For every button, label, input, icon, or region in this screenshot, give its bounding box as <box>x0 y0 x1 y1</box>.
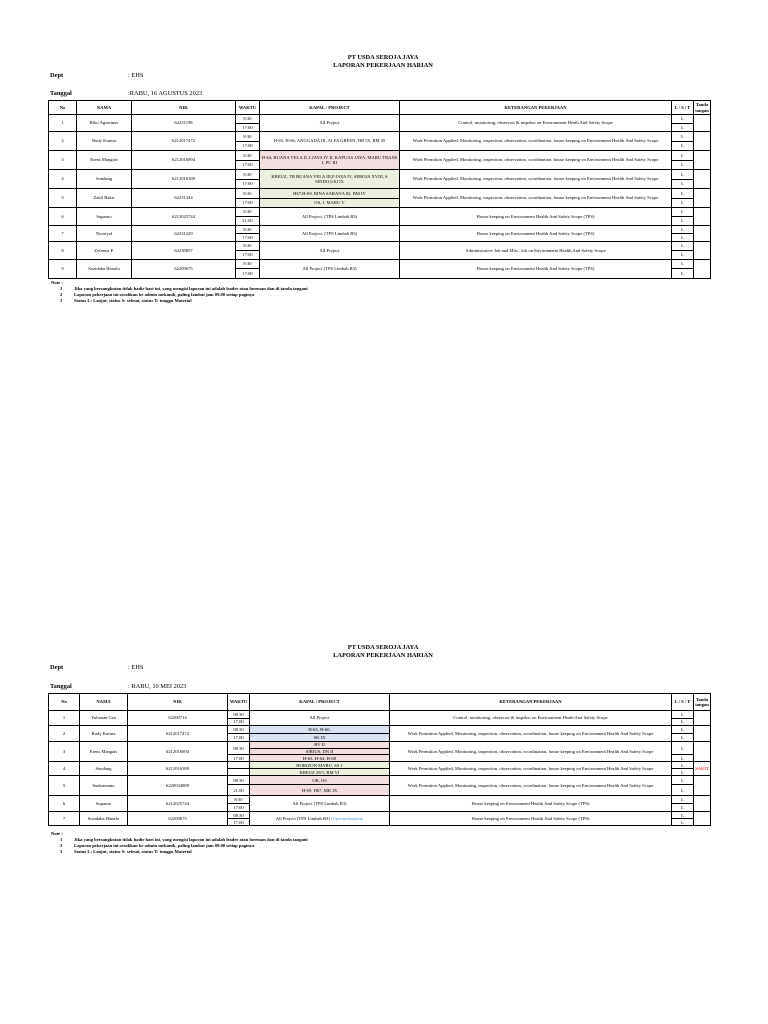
dept-line <box>48 664 718 674</box>
col-ttd: Tanda tangan <box>694 694 711 711</box>
note-item: 2 Laporan pekerjaan ini serahkan ke admin mekanik, paling lambat jam 09.00 setiap paginya <box>60 843 255 849</box>
notes <box>48 280 718 304</box>
table-row: 2 Rudy Kurnia 6212017472 8:30 H-65, H-66, ANGGADA III, ALFA GREEN, HB IX, BM 35 Work Permition Applied, Monitoring, inspection, observation, coordination, house keeping on Environment Health And Safety Scope L <box>49 132 711 142</box>
table-row: 5 Sudarmanto 6220034889 08.30 OB, OS Work Permition Applied, Monitoring, inspection, observation, coordination, house keeping on Environment Health And Safety Scope L <box>49 776 711 785</box>
table-header <box>49 101 711 115</box>
report-2 <box>48 644 718 855</box>
status-badge: SAKIT <box>694 762 711 776</box>
table-row: 6 Suparno 6212025744 8:30 All Project, (TPS Limbah B3) House keeping on Environment Health And Safety Scope (TPS) L <box>49 208 711 217</box>
note-label: Note : <box>51 280 63 285</box>
table-row: 1 Yulaman Gea 62200714 08.30 All Project Control, monitoring, observasi & inspeksi on Environment Heath And Safety Scope L <box>49 711 711 719</box>
report-title: LAPORAN PEKERJAAN HARIAN <box>333 652 433 659</box>
company-name: PT USDA SEROJA JAYA <box>347 644 419 651</box>
date-value: : RABU, 10 MEI 2023 <box>128 683 187 690</box>
col-nama: NAMA <box>77 101 132 115</box>
table-row: 2 Rudy Kurnia 6212017472 08.30 H-65, H-66, Work Permition Applied, Monitoring, inspection, observation, coordination, house keeping on Environment Health And Safety Scope L <box>49 726 711 734</box>
col-waktu: WAKTU <box>236 101 260 115</box>
date-label: Tanggal <box>50 683 72 690</box>
col-keterangan: KETERANGAN PEKERJAAN <box>400 101 672 115</box>
note-item: 3 Status L: Lanjut, status S: selesai, status T: tunggu Material <box>60 298 192 303</box>
col-nik: NIK <box>132 101 236 115</box>
table-row: 9 Sozidaha Hanafu 62200675 8:30 All Project (TPS Limbah B3) House keeping on Environment Health And Safety Scope (TPS) L <box>49 260 711 269</box>
dept-value: : EHS <box>128 664 144 671</box>
dept-line <box>48 72 718 82</box>
note-label: Note : <box>51 831 63 837</box>
date-line <box>48 683 718 693</box>
table-row: 5 Zakil Bakri 62231344 8:30 H67,H-69, BINA SARANA 82, BM IV Work Permition Applied, Monitoring, inspection, observation, coordination, house keeping on Environment Health And Safety Scope L <box>49 189 711 199</box>
col-no: No <box>49 101 77 115</box>
table-row: 4 Sondang 6212016389 HORIZON MARU, SS 1 Work Permition Applied, Monitoring, inspection, observation, coordination, house keeping on Environment Health And Safety Scope L SAKIT <box>49 762 711 769</box>
col-nik: NIK <box>128 694 228 711</box>
dept-label: Dept <box>50 664 64 671</box>
table-row: 3 Erens Mangais 6212016894 8:30 H-64, BUANA VELA II, LJAYA IV II, KAPUAS JAYA, MARU TRANS I, PC III Work Permition Applied, Monitoring, inspection, observation, coordination, house keeping on Environment Health And Safety Scope L <box>49 151 711 161</box>
table-row: 4 Sondang 6212016389 8:30 KREUZ, TB BUANA VELA III,P JAYA IV, SEROJA XVIII, S SINDO,USJ IX Work Permition Applied, Monitoring, inspection, observation, coordination, house keeping on Environment Health And Safety Scope L <box>49 170 711 180</box>
col-keterangan: KETERANGAN PEKERJAAN <box>390 694 672 711</box>
col-project: KAPAL / PROJECT <box>250 694 390 711</box>
table-row: 8 Zefanya P. 62230857 8:30 All Project Administrative Job and Misc. Job on Environment Health And Safety Scope L <box>49 242 711 251</box>
table-row: 7 Nooriyal 62231229 8:30 All Project, (TPS Limbah B3) House keeping on Environment Health And Safety Scope (TPS) L <box>49 226 711 234</box>
dept-label: Dept <box>50 72 64 79</box>
table-header <box>49 694 711 711</box>
dept-value: : EHS <box>128 72 144 79</box>
report-title: LAPORAN PEKERJAAN HARIAN <box>333 62 433 69</box>
col-lst: L / S / T <box>672 101 694 115</box>
col-nama: NAMA <box>80 694 128 711</box>
table-row: 1 Riko Agustinus 62231198 8:30 All Project Control, monitoring, observasi & inspeksi on Environment Heath And Safety Scope L <box>49 115 711 124</box>
col-ttd: Tanda tangan <box>695 102 709 113</box>
col-lst: L / S / T <box>672 694 694 711</box>
report-table: No NAMA NIK WAKTU KAPAL / PROJECT KETERANGAN PEKERJAAN L / S / T Tanda tangan 1 Yulaman Gea 62200714 08.30 All Project Control, monitoring, observasi & inspeksi on Environment Heath And Safety Scope L 17.00 L 2 Rudy Kurnia 6212017472 08.30 H-65, H-66, Work Permition Applied, Monitoring, inspection, observation, coordination, house keeping on Environment Health And Safety Scope L 17.00 SK IX L 3 Erens Mangais 6212016894 08.30 BV II Work Permition Applied, Monitoring, inspection, observation, coordination, house keeping on Environment Health And Safety Scope L SIRIUS, DN II 17.00 H-63, H-64, H-68 L 4 Sondang 6212016389 HORIZON MARU, SS 1 Work Permition Applied, Monitoring, inspection, observation, coordination, house keeping on Environment Health And Safety Scope L SAKIT KREUZ 29/1, BM VI L 5 Sudarmanto 6220034889 08.30 OB, OS Work Permition Applied, Monitoring, inspection, observation, coordination, house keeping on Environment Health And Safety Scope L 21.00 H-69, H67, MK IX L 6 Suparno 6212025744 8:30 All Project (TPS Limbah B3) House keeping on Environment Health And Safety Scope (TPS) L 17:00 L 7 Sozidaha Hanafu 62200675 08.30 All Project (TPS Limbah B3) Dipertimbangkan House keeping on Environment Health And Safety Scope (TPS) L 17.00 L <box>48 693 711 826</box>
table-row: 3 Erens Mangais 6212016894 08.30 BV II Work Permition Applied, Monitoring, inspection, observation, coordination, house keeping on Environment Health And Safety Scope L <box>49 742 711 749</box>
table-row: 7 Sozidaha Hanafu 62200675 08.30 All Project (TPS Limbah B3) Dipertimbangkan House keeping on Environment Health And Safety Scope (TPS) L <box>49 812 711 819</box>
report-1 <box>48 54 718 304</box>
date-label: Tanggal <box>50 90 72 97</box>
note-item: 3 Status L: Lanjut, status S: selesai, status T: tunggu Material <box>60 849 192 855</box>
note-item: 1 Jika yang bersangkutan tidak hadir hari ini, yang mengisi laporan ini adalah leader atau foreman dan di tanda tangani <box>60 286 308 291</box>
col-waktu: WAKTU <box>228 694 250 711</box>
table-row: 6 Suparno 6212025744 8:30 All Project (TPS Limbah B3) House keeping on Environment Health And Safety Scope (TPS) L <box>49 796 711 804</box>
date-value: :RABU, 16 AGUSTUS 2023 <box>128 90 203 97</box>
note-item: 1 Jika yang bersangkutan tidak hadir hari ini, yang mengisi laporan ini adalah leader atau foreman dan di tanda tangani <box>60 837 308 843</box>
report-table: No NAMA NIK WAKTU KAPAL / PROJECT KETERANGAN PEKERJAAN L / S / T Tanda tangan 1 Riko Agustinus 62231198 8:30 All Project Control, monitoring, observasi & inspeksi on Environment Heath And Safety Scope L 17:00 L 2 Rudy Kurnia 6212017472 8:30 H-65, H-66, ANGGADA III, ALFA GREEN, HB IX, BM 35 Work Permition Applied, Monitoring, inspection, observation, coordination, house keeping on Environment Health And Safety Scope L 17:00 L 3 Erens Mangais 6212016894 8:30 H-64, BUANA VELA II, LJAYA IV II, KAPUAS JAYA, MARU TRANS I, PC III Work Permition Applied, Monitoring, inspection, observation, coordination, house keeping on Environment Health And Safety Scope L 17:00 L 4 Sondang 6212016389 8:30 KREUZ, TB BUANA VELA III,P JAYA IV, SEROJA XVIII, S SINDO,USJ IX Work Permition Applied, Monitoring, inspection, observation, coordination, house keeping on Environment Health And Safety Scope L 17:00 L 5 Zakil Bakri 62231344 8:30 H67,H-69, BINA SARANA 82, BM IV Work Permition Applied, Monitoring, inspection, observation, coordination, house keeping on Environment Health And Safety Scope L 17:00 OS, J. MARU V L 6 Suparno 6212025744 8:30 All Project, (TPS Limbah B3) House keeping on Environment Health And Safety Scope (TPS) L 21:00 L 7 Nooriyal 62231229 8:30 All Project, (TPS Limbah B3) House keeping on Environment Health And Safety Scope (TPS) L 17:00 L 8 Zefanya P. 62230857 8:30 All Project Administrative Job and Misc. Job on Environment Health And Safety Scope L 17:00 L 9 Sozidaha Hanafu 62200675 8:30 All Project (TPS Limbah B3) House keeping on Environment Health And Safety Scope (TPS) L 17:00 L <box>48 100 711 279</box>
notes <box>48 831 718 855</box>
col-project: KAPAL / PROJECT <box>260 101 400 115</box>
date-line <box>48 90 718 100</box>
company-name: PT USDA SEROJA JAYA <box>347 54 419 61</box>
note-item: 2 Laporan pekerjaan ini serahkan ke admin mekanik, paling lambat jam 09.00 setiap paginya <box>60 292 255 297</box>
col-no: No <box>49 694 80 711</box>
